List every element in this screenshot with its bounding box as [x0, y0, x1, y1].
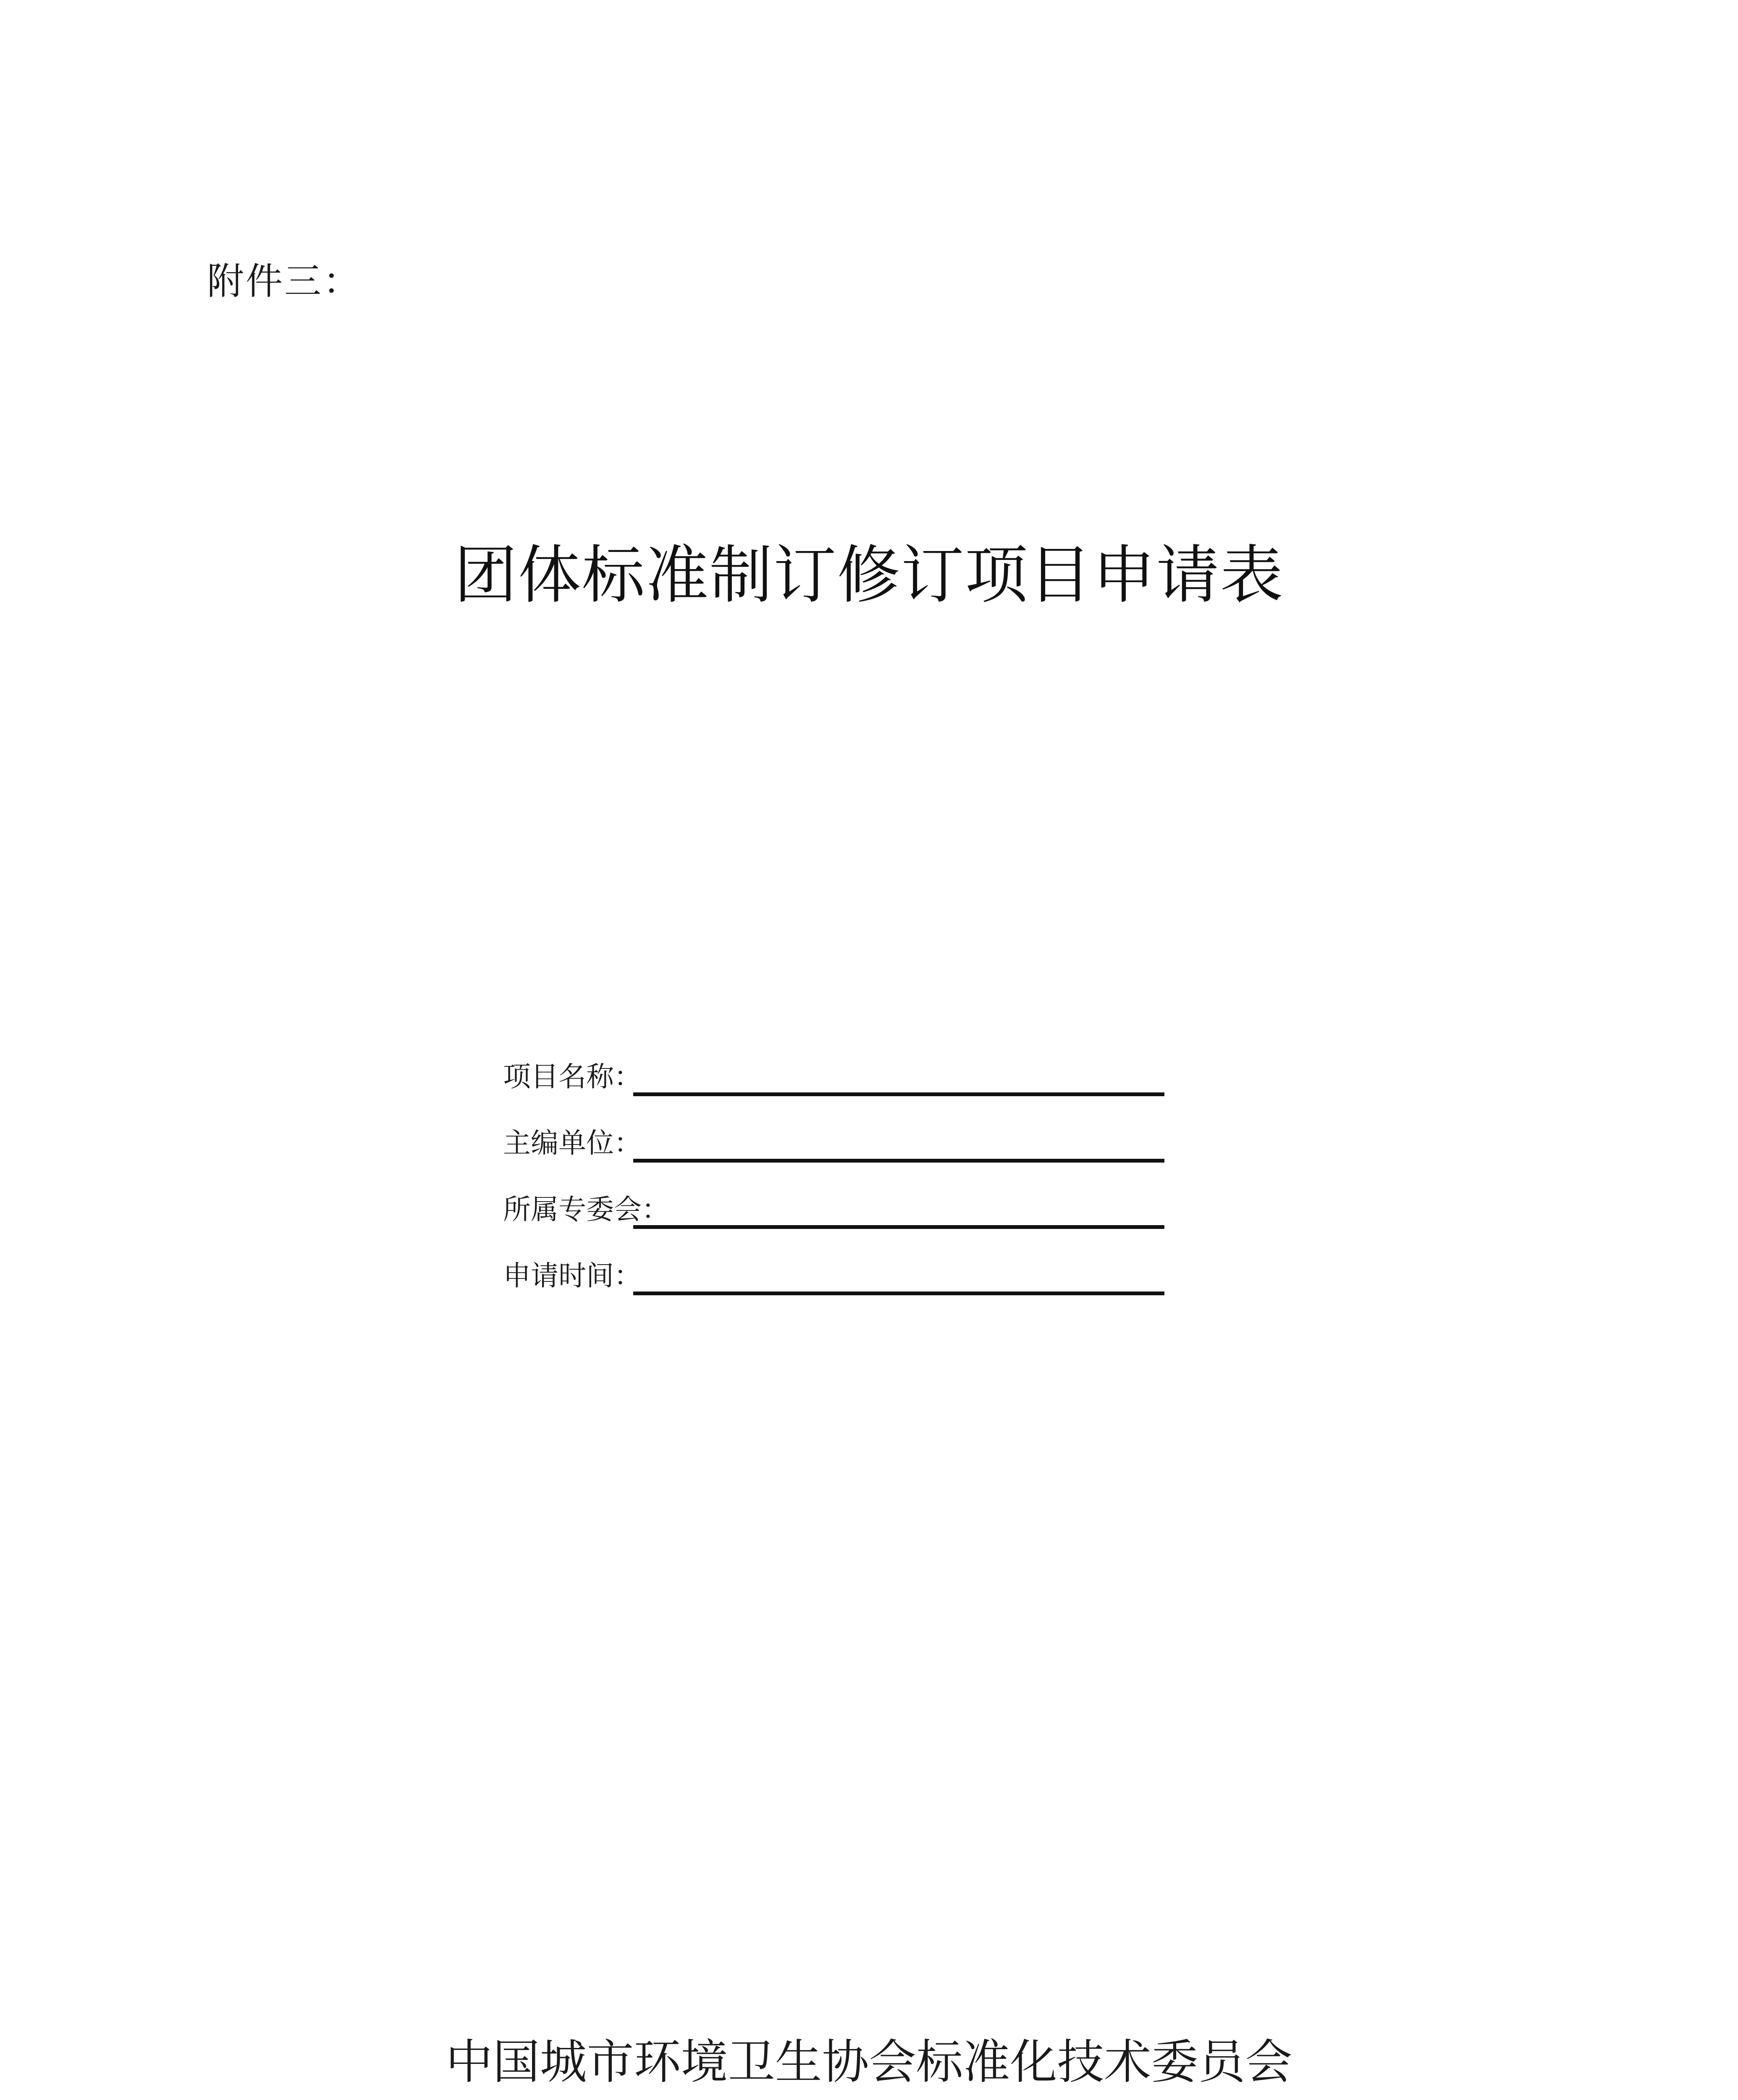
application-date-field[interactable] [633, 1292, 1164, 1295]
form-row-project-name [503, 1050, 1167, 1096]
committee-field[interactable] [633, 1225, 1164, 1229]
issuing-organization: 中国城市环境卫生协会标准化技术委员会 [446, 2035, 1292, 2090]
application-date-label: 申请时间： [503, 1260, 642, 1292]
project-name-label: 项目名称： [503, 1060, 642, 1093]
attachment-label: 附件三： [207, 260, 362, 303]
committee-label: 所属专委会： [503, 1193, 669, 1226]
form-row-chief-editor-unit [503, 1096, 1167, 1163]
form-row-committee [503, 1163, 1167, 1229]
chief-editor-unit-field[interactable] [633, 1159, 1164, 1163]
project-name-field[interactable] [633, 1092, 1164, 1096]
form-row-application-date [503, 1229, 1167, 1295]
application-form [503, 1050, 1167, 1295]
chief-editor-unit-label: 主编单位： [503, 1127, 642, 1159]
page-title: 团体标准制订修订项目申请表 [454, 539, 1284, 612]
